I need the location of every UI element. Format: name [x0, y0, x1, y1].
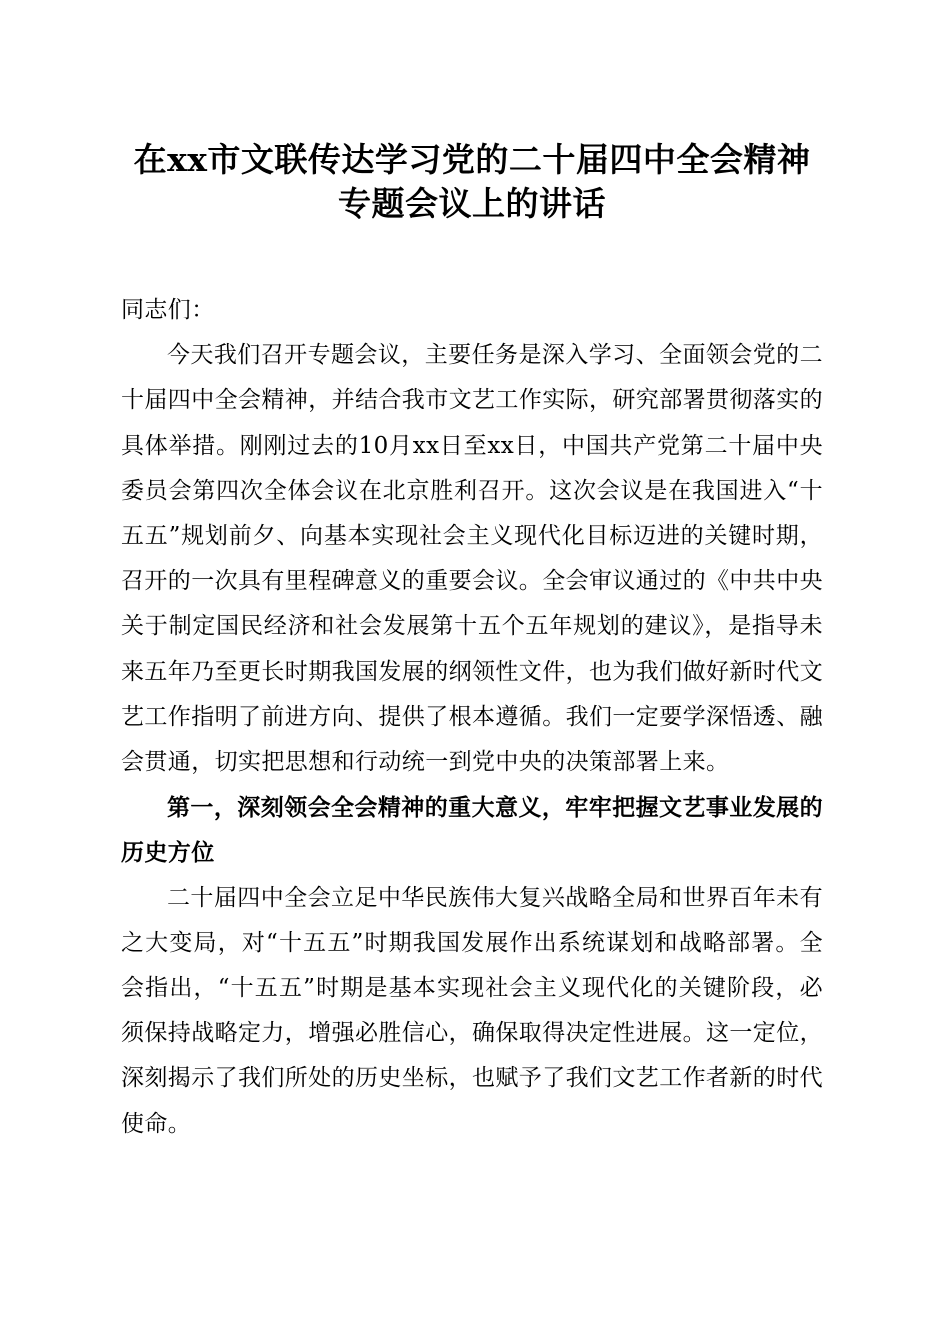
document-page [121, 138, 823, 1147]
paragraph-first-section: 二十届四中全会立足中华民族伟大复兴战略全局和世界百年未有之大变局，对“十五五”时期我国发展作出系统谋划和战略部署。全会指出，“十五五”时期是基本实现社会主义现代化的关键阶段，必须保持战略定力，增强必胜信心，确保取得决定性进展。这一定位，深刻揭示了我们所处的历史坐标，也赋予了我们文艺工作者新的时代使命。 [121, 884, 823, 1137]
document-body [121, 288, 823, 1147]
paragraph-opening: 今天我们召开专题会议，主要任务是深入学习、全面领会党的二十届四中全会精神，并结合我市文艺工作实际，研究部署贯彻落实的具体举措。刚刚过去的10月xx日至xx日，中国共产党第二十届中央委员会第四次全体会议在北京胜利召开。这次会议是在我国进入“十五五”规划前夕、向基本实现社会主义现代化目标迈进的关键时期，召开的一次具有里程碑意义的重要会议。全会审议通过的《中共中央关于制定国民经济和社会发展第十五个五年规划的建议》，是指导未来五年乃至更长时期我国发展的纲领性文件，也为我们做好新时代文艺工作指明了前进方向、提供了根本遵循。我们一定要学深悟透、融会贯通，切实把思想和行动统一到党中央的决策部署上来。 [121, 342, 823, 776]
salutation: 同志们： [121, 297, 215, 323]
section-heading-first: 第一，深刻领会全会精神的重大意义，牢牢把握文艺事业发展的历史方位 [121, 794, 823, 867]
document-title: 在xx市文联传达学习党的二十届四中全会精神专题会议上的讲话 [133, 140, 811, 223]
